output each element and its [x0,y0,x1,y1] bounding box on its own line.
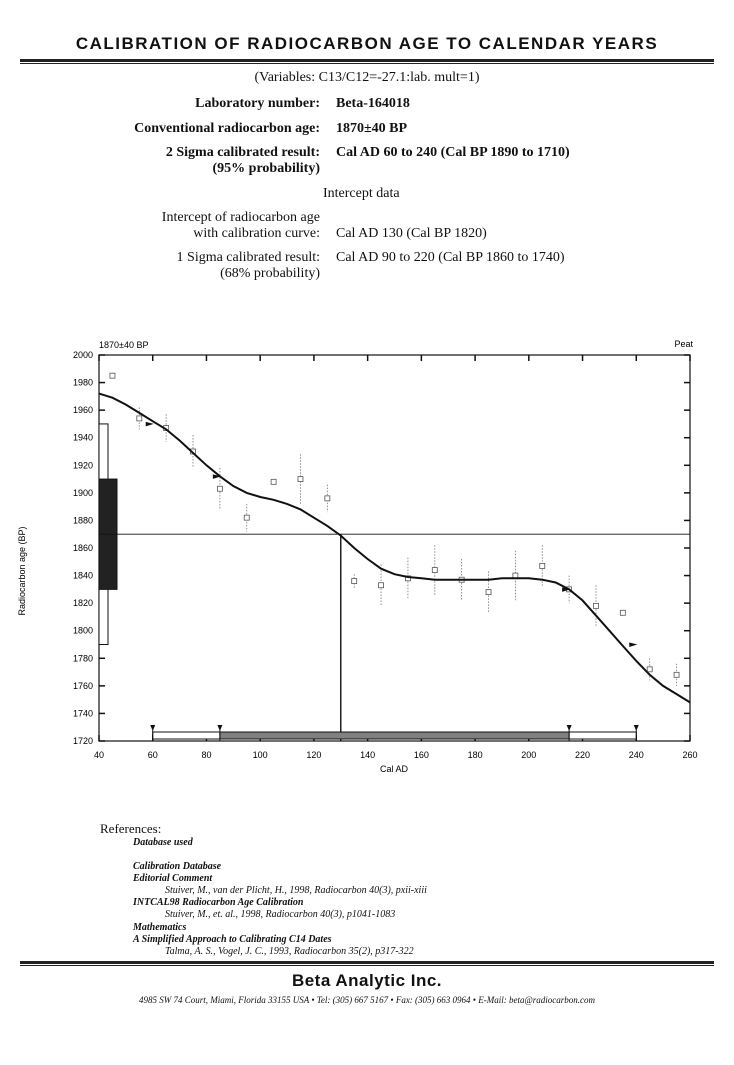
y-tick-label: 1820 [72,598,93,609]
x-tick-label: 140 [360,750,376,760]
ref-approach-citation: Talma, A. S., Vogel, J. C., 1993, Radiocarbon 35(2), p317-322 [165,946,414,957]
ref-mathematics: Mathematics [133,922,187,933]
intercept-heading: Intercept data [323,186,400,201]
lab-number-value: Beta-164018 [336,96,410,111]
data-point [352,579,357,584]
data-point [593,603,598,608]
company-address: 4985 SW 74 Court, Miami, Florida 33155 USA • Tel: (305) 667 5167 • Fax: (305) 663 0964 • E-Mail: beta@radiocarbon.com [139,995,595,1005]
y-tick-label: 1940 [72,432,93,443]
chart-top-left-label: 1870±40 BP [99,340,149,350]
data-point [244,515,249,520]
y-tick-label: 1760 [72,680,93,691]
page-title: CALIBRATION OF RADIOCARBON AGE TO CALENDAR YEARS [75,34,659,53]
intercept-label-2: with calibration curve: [193,226,320,241]
y-tick-label: 1920 [72,460,93,471]
sigma2-value: Cal AD 60 to 240 (Cal BP 1890 to 1710) [336,145,570,160]
y-tick-label: 1860 [72,543,93,553]
references-heading: References: [100,821,162,836]
x-tick-label: 180 [467,750,483,760]
x-tick-label: 160 [413,750,429,760]
y-tick-label: 1800 [72,625,93,636]
x-tick-label: 80 [201,750,212,760]
ref-calibration-database: Calibration Database [133,861,222,872]
x-tick-label: 100 [252,750,268,760]
data-point [674,672,679,677]
intercept-label-1: Intercept of radiocarbon age [161,210,320,225]
data-point [486,590,491,595]
ref-simplified-approach: A Simplified Approach to Calibrating C14 Dates [133,934,332,945]
data-point [620,610,625,615]
y-tick-label: 1960 [72,405,93,416]
sigma1-value: Cal AD 90 to 220 (Cal BP 1860 to 1740) [336,250,565,265]
footer-rule-thin [20,965,714,966]
sigma1-label: 1 Sigma calibrated result: [176,250,320,265]
data-point [379,583,384,588]
ref-editorial-comment: Editorial Comment [133,873,213,884]
data-point [110,373,115,378]
x-tick-label: 240 [628,750,644,760]
y-tick-label: 1720 [72,736,93,746]
sigma1-probability: (68% probability) [220,266,320,281]
variables-line: (Variables: C13/C12=-27.1:lab. mult=1) [254,70,480,85]
x-tick-label: 260 [682,750,698,760]
y-tick-label: 2000 [72,350,93,360]
conventional-age-label: Conventional radiocarbon age: [134,121,320,136]
chart-top-right-label: Peat [674,339,693,349]
x-tick-label: 40 [93,750,105,760]
header-rule-thin [20,63,714,64]
ref-intcal: INTCAL98 Radiocarbon Age Calibration [133,897,304,908]
y-tick-label: 1740 [72,708,93,719]
y-axis-label: Radiocarbon age (BP) [17,526,27,616]
data-point [137,416,142,421]
curve-marker [629,643,637,648]
x-tick-label: 200 [521,750,537,760]
x-tick-label: 220 [575,750,591,760]
sigma1-calendar-bar [220,732,569,739]
sigma2-probability: (95% probability) [212,161,320,176]
conventional-age-value: 1870±40 BP [336,121,408,136]
ref-database-used: Database used [133,837,193,848]
data-point [271,479,276,484]
data-point [325,496,330,501]
data-point [217,486,222,491]
footer-rule [20,961,714,964]
y-tick-label: 1780 [72,653,93,664]
company-name: Beta Analytic Inc. [291,971,443,990]
x-tick-label: 60 [147,750,158,760]
x-tick-label: 120 [306,750,322,760]
y-tick-label: 1900 [72,487,93,498]
data-point [647,667,652,672]
y-tick-label: 1980 [72,377,93,388]
calibration-chart [0,330,734,790]
intercept-value: Cal AD 130 (Cal BP 1820) [336,226,487,241]
plot-frame [99,355,690,741]
data-point [540,563,545,568]
calibration-curve [99,394,690,703]
y-tick-label: 1880 [72,515,93,526]
ref-intcal-citation: Stuiver, M., et. al., 1998, Radiocarbon 40(3), p1041-1083 [165,909,396,920]
data-point [298,477,303,482]
header-rule [20,59,714,62]
y-tick-label: 1840 [72,570,93,581]
sigma2-label: 2 Sigma calibrated result: [165,145,320,160]
ref-editorial-citation: Stuiver, M., van der Plicht, H., 1998, Radiocarbon 40(3), pxii-xiii [165,885,427,896]
x-axis-label: Cal AD [379,764,409,774]
curve-marker [146,422,154,427]
data-point [432,568,437,573]
lab-number-label: Laboratory number: [195,96,320,111]
